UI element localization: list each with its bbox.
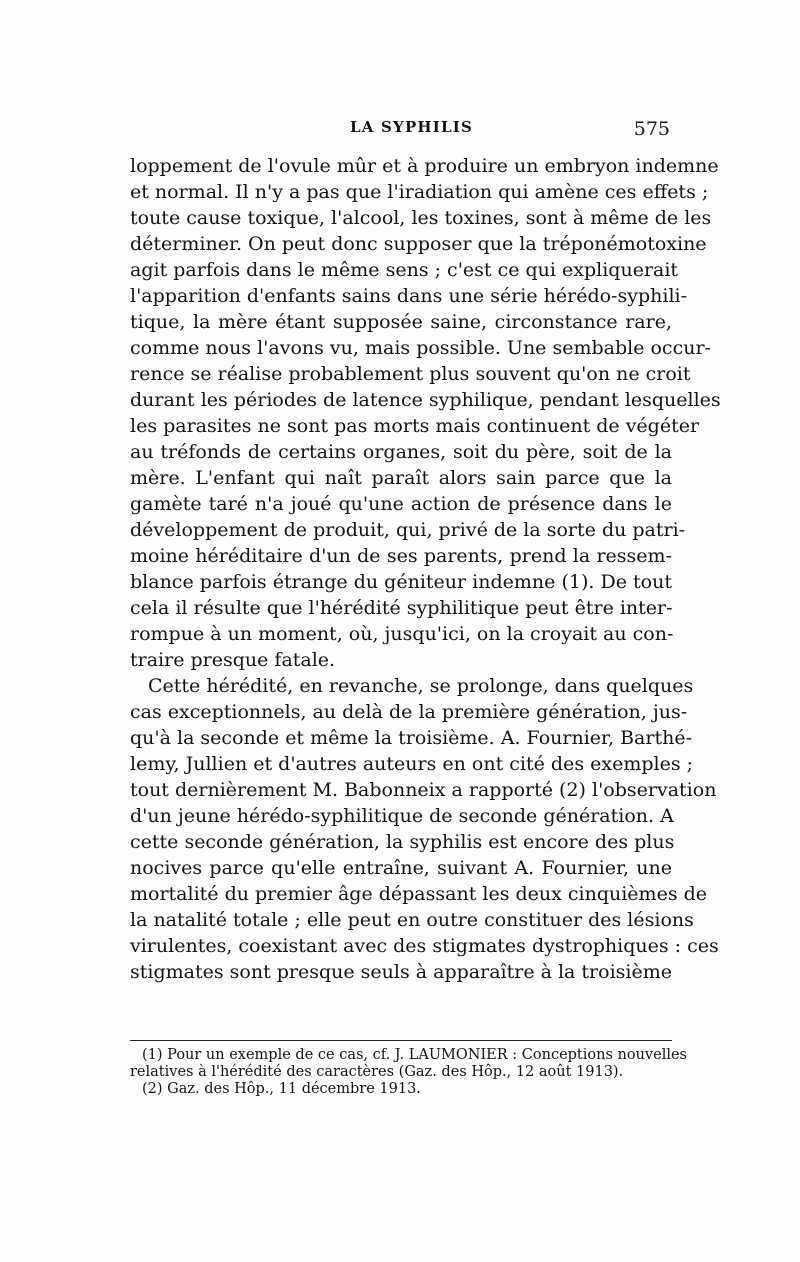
text-line: virulentes, coexistant avec des stigmates dystrophiques : ces: [130, 935, 719, 957]
text-line: lemy, Jullien et d'autres auteurs en ont cité des exemples ;: [130, 753, 694, 775]
text-line: cette seconde génération, la syphilis est encore des plus: [130, 831, 675, 853]
text-line: loppement de l'ovule mûr et à produire un embryon indemne: [130, 155, 719, 177]
text-line: cela il résulte que l'hérédité syphilitique peut être inter-: [130, 597, 673, 619]
text-line: au tréfonds de certains organes, soit du père, soit de la: [130, 441, 672, 463]
text-line: comme nous l'avons vu, mais possible. Une sembable occur-: [130, 337, 711, 359]
text-line: gamète taré n'a joué qu'une action de présence dans le: [130, 493, 672, 515]
text-line: mère. L'enfant qui naît paraît alors sain parce que la: [130, 467, 672, 489]
text-line: développement de produit, qui, privé de la sorte du patri-: [130, 519, 686, 541]
text-line: rompue à un moment, où, jusqu'ici, on la croyait au con-: [130, 623, 674, 645]
text-line: la natalité totale ; elle peut en outre constituer des lésions: [130, 909, 694, 931]
text-line: toute cause toxique, l'alcool, les toxines, sont à même de les: [130, 207, 712, 229]
text-line: nocives parce qu'elle entraîne, suivant A. Fournier, une: [130, 857, 672, 879]
text-line: qu'à la seconde et même la troisième. A. Fournier, Barthé-: [130, 727, 693, 749]
text-line: et normal. Il n'y a pas que l'iradiation qui amène ces effets ;: [130, 181, 709, 203]
text-line: mortalité du premier âge dépassant les deux cinquièmes de: [130, 883, 708, 905]
footnote-divider: [130, 1040, 672, 1041]
text-line: d'un jeune hérédo-syphilitique de seconde génération. A: [130, 805, 674, 827]
text-line: agit parfois dans le même sens ; c'est ce qui expliquerait: [130, 259, 679, 281]
text-line: durant les périodes de latence syphilique, pendant lesquelles: [130, 389, 721, 411]
text-line: traire presque fatale.: [130, 649, 336, 671]
body-text: [130, 153, 721, 985]
text-line: tique, la mère étant supposée saine, circonstance rare,: [130, 311, 672, 333]
running-title: LA SYPHILIS: [350, 118, 474, 136]
text-line: stigmates sont presque seuls à apparaître à la troisième: [130, 961, 672, 983]
text-line: blance parfois étrange du géniteur indemne (1). De tout: [130, 571, 672, 593]
paragraph-start-line: Cette hérédité, en revanche, se prolonge, dans quelques: [148, 675, 694, 697]
text-line: les parasites ne sont pas morts mais continuent de végéter: [130, 415, 700, 437]
footnote-line: (1) Pour un exemple de ce cas, cf. J. LAUMONIER : Conceptions nouvelles: [142, 1047, 687, 1063]
text-line: tout dernièrement M. Babonneix a rapporté (2) l'observation: [130, 779, 717, 801]
text-line: déterminer. On peut donc supposer que la tréponémotoxine: [130, 233, 707, 255]
footnote-line: (2) Gaz. des Hôp., 11 décembre 1913.: [142, 1081, 421, 1097]
footnotes: [130, 1047, 687, 1098]
text-line: cas exceptionnels, au delà de la première génération, jus-: [130, 701, 688, 723]
text-line: rence se réalise probablement plus souvent qu'on ne croit: [130, 363, 691, 385]
footnote-line: relatives à l'hérédité des caractères (Gaz. des Hôp., 12 août 1913).: [130, 1064, 624, 1080]
page-header: [130, 118, 670, 142]
page-number: 575: [633, 118, 670, 140]
text-line: l'apparition d'enfants sains dans une série hérédo-syphili-: [130, 285, 688, 307]
text-line: moine héréditaire d'un de ses parents, prend la ressem-: [130, 545, 672, 567]
